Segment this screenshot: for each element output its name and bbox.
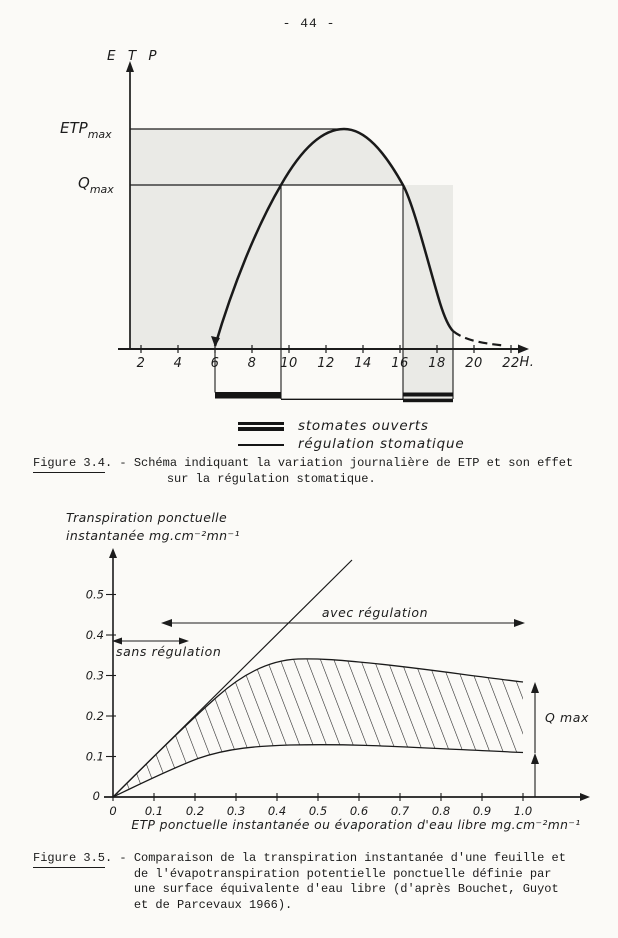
x-tick-label: 0.2 (185, 804, 205, 818)
page-number: - 44 - (282, 16, 336, 31)
x-tick-label: 1.0 (513, 804, 533, 818)
figure-3-5-caption (33, 851, 566, 913)
fig35-y-axis-label-line1: Transpiration ponctuelle (66, 510, 228, 525)
x-tick-label: 0.1 (144, 804, 164, 818)
x-tick-label: 0.3 (226, 804, 246, 818)
y-tick-label: 0.1 (85, 749, 104, 764)
x-tick-label: 12 (317, 356, 335, 371)
x-tick-label: 0 (109, 804, 117, 818)
x-tick-label: 10 (280, 356, 298, 371)
y-tick-label: 0.2 (85, 709, 104, 723)
legend-label-regulation: régulation stomatique (298, 436, 465, 452)
caption-separator: . - (105, 851, 134, 865)
figure-3-5-caption-label: Figure 3.5 (33, 851, 105, 868)
x-tick-label: 4 (173, 356, 183, 371)
fig34-x-unit-label: H. (519, 355, 535, 370)
x-tick-label: 16 (391, 356, 409, 371)
caption-line: Schéma indiquant la variation journalière de ETP et son effet (133, 456, 574, 470)
figure-3-5-caption-body (134, 851, 566, 913)
x-tick-label: 20 (465, 356, 483, 371)
fig35-qmax-arrows (531, 682, 539, 797)
y-tick-label: 0.3 (85, 668, 104, 683)
figure-3-4-caption-body (134, 456, 573, 487)
y-origin-label: 0 (92, 789, 100, 803)
figure-3-4-caption-label: Figure 3.4 (33, 456, 105, 473)
figure-3-4-chart (0, 0, 618, 412)
fig35-hatched-band (113, 659, 523, 797)
fig35-x-tick-labels (109, 804, 532, 818)
figure-3-4-caption (33, 456, 573, 487)
fig34-y-axis-label: E T P (107, 48, 161, 64)
caption-separator: . - (105, 456, 134, 470)
fig35-y-ticks (106, 595, 116, 757)
caption-line: une surface équivalente d'eau libre (d'après Bouchet, Guyot (133, 882, 559, 896)
fig34-x-tick-labels (137, 355, 535, 371)
y-tick-label: 0.5 (85, 587, 104, 602)
x-tick-label: 0.6 (349, 804, 369, 818)
caption-line: et de Parcevaux 1966). (133, 897, 293, 912)
stomates-ouverts-bar-symbol (238, 422, 284, 431)
fig35-avec-regulation-label: avec régulation (321, 605, 429, 620)
x-tick-label: 18 (428, 356, 446, 371)
x-tick-label: 22 (502, 356, 520, 371)
fig35-x-axis-label: ETP ponctuelle instantanée ou évaporation d'eau libre mg.cm⁻²mn⁻¹ (131, 818, 581, 832)
fig35-qmax-label: Q max (545, 710, 590, 725)
figure-3-5-chart (0, 505, 618, 845)
y-tick-label: 0.4 (85, 628, 104, 642)
x-tick-label: 6 (210, 356, 220, 371)
fig35-y-tick-labels (86, 588, 104, 804)
x-tick-label: 0.4 (267, 804, 287, 818)
caption-line: de l'évapotranspiration potentielle ponctuelle définie par (133, 866, 552, 881)
legend-label-stomates-ouverts: stomates ouverts (298, 418, 429, 434)
x-tick-label: 0.8 (431, 804, 451, 818)
x-tick-label: 14 (354, 356, 372, 371)
caption-line: Comparaison de la transpiration instantanée d'une feuille et (133, 851, 566, 865)
x-tick-label: 0.5 (308, 804, 328, 818)
figure-3-4-legend (238, 418, 464, 454)
legend-row-regulation (238, 436, 464, 452)
x-tick-label: 8 (247, 356, 257, 371)
x-tick-label: 2 (136, 356, 146, 371)
legend-row-stomates-ouverts (238, 418, 464, 434)
fig35-y-axis-label-line2: instantanée mg.cm⁻²mn⁻¹ (66, 528, 240, 543)
fig34-etpmax-label: $ETP_{max}$ (60, 119, 112, 141)
x-tick-label: 0.9 (472, 804, 492, 818)
fig35-avec-regulation-arrow (161, 619, 525, 627)
caption-line: sur la régulation stomatique. (166, 471, 376, 486)
fig35-sans-regulation-label: sans régulation (116, 644, 222, 659)
fig34-qmax-label: $Q_{max}$ (78, 174, 114, 196)
x-tick-label: 0.7 (390, 804, 410, 818)
regulation-stomatique-line-symbol (238, 444, 284, 446)
